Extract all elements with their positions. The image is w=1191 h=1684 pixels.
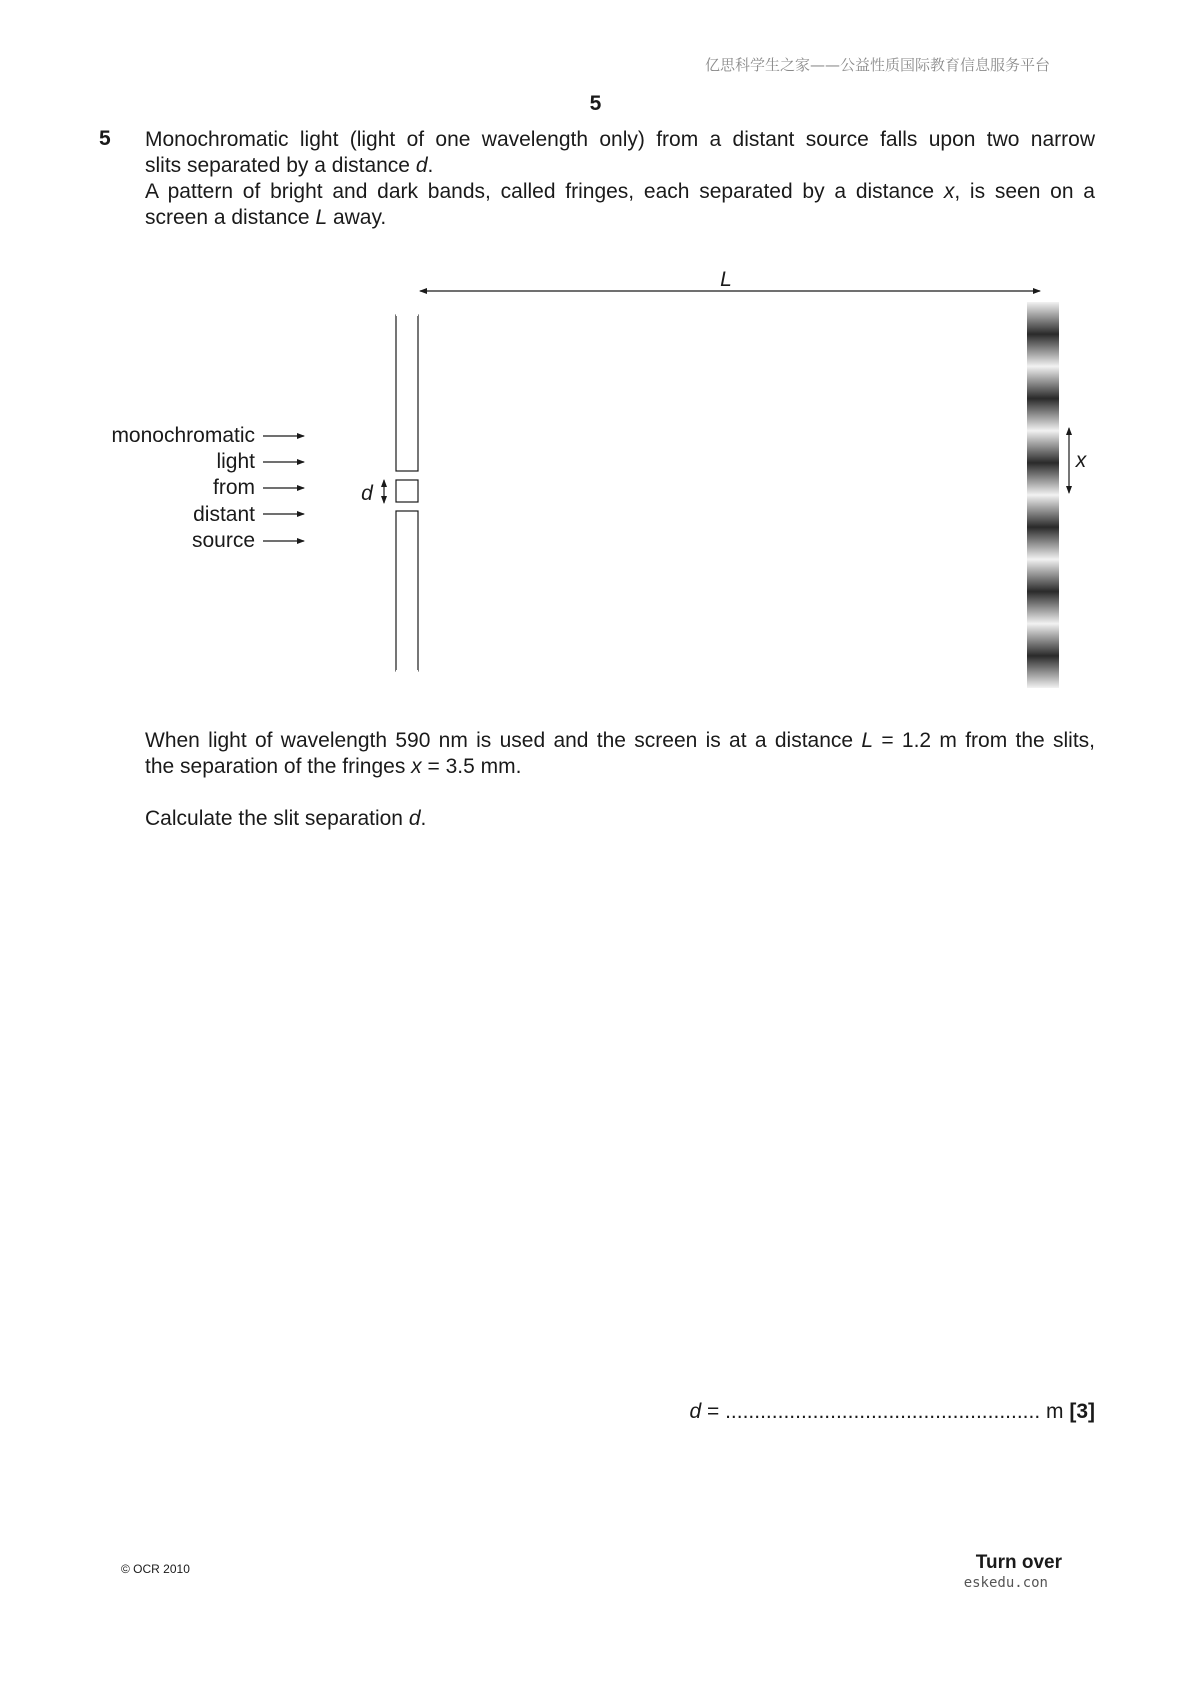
intro-line-4-end: away. xyxy=(327,206,387,229)
intro-line-3-end: , is seen on a xyxy=(954,180,1095,203)
intro-line-1: Monochromatic light (light of one wavelength only) from a distant source falls upon two narrow xyxy=(145,128,1095,151)
double-slit-diagram xyxy=(0,250,1191,700)
answer-equals: = xyxy=(701,1400,726,1423)
source-label-2: light xyxy=(216,450,255,473)
given-line-2-text: the separation of the fringes xyxy=(145,755,412,778)
var-L: L xyxy=(315,206,328,229)
question-intro xyxy=(145,127,1095,231)
intro-line-2-end: . xyxy=(427,154,434,177)
answer-var-d: d xyxy=(689,1400,702,1423)
task-line-end: . xyxy=(420,807,427,830)
intro-line-3 xyxy=(145,179,1095,205)
var-x-given: x xyxy=(411,755,422,778)
source-label-1: monochromatic xyxy=(111,424,255,447)
barrier-middle xyxy=(396,480,418,502)
var-d-task: d xyxy=(408,807,421,830)
answer-dots[interactable]: ...................................................... xyxy=(725,1400,1041,1423)
turn-over: Turn over xyxy=(975,1552,1062,1573)
given-line-1 xyxy=(145,728,1095,754)
answer-marks: [3] xyxy=(1069,1400,1095,1423)
answer-line[interactable] xyxy=(660,1400,1095,1424)
given-line-1-end: = 1.2 m from the slits, xyxy=(873,729,1095,752)
given-line-2 xyxy=(145,754,1095,780)
var-L-given: L xyxy=(861,729,874,752)
answer-unit: m xyxy=(1040,1400,1070,1423)
barrier-lower xyxy=(396,511,418,671)
given-values xyxy=(145,728,1095,780)
source-label-3: from xyxy=(213,476,255,499)
var-x: x xyxy=(943,180,955,203)
intro-line-4 xyxy=(145,205,1095,231)
intro-line-3-text: A pattern of bright and dark bands, called fringes, each separated by a distance xyxy=(145,180,944,203)
site-watermark: eskedu.con xyxy=(963,1575,1048,1591)
barrier-upper xyxy=(396,315,418,471)
question-number: 5 xyxy=(99,127,111,150)
given-line-2-end: = 3.5 mm. xyxy=(421,755,522,778)
label-d: d xyxy=(361,482,373,505)
source-label-4: distant xyxy=(193,503,255,526)
source-label-5: source xyxy=(191,529,255,552)
intro-line-4-text: screen a distance xyxy=(145,206,316,229)
intro-line-2-text: slits separated by a distance xyxy=(145,154,416,177)
var-d: d xyxy=(415,154,428,177)
watermark-text: 亿思科学生之家——公益性质国际教育信息服务平台 xyxy=(704,56,1050,74)
copyright: © OCR 2010 xyxy=(121,1562,190,1576)
page-number: 5 xyxy=(589,92,602,115)
task-line xyxy=(145,806,1095,832)
task-text xyxy=(145,806,1095,832)
given-line-1-text: When light of wavelength 590 nm is used and the screen is at a distance xyxy=(145,729,862,752)
intro-line-2 xyxy=(145,153,1095,179)
label-x: x xyxy=(1075,449,1087,472)
label-L: L xyxy=(720,268,732,291)
task-line-text: Calculate the slit separation xyxy=(145,807,409,830)
fringe-screen xyxy=(1027,302,1059,688)
